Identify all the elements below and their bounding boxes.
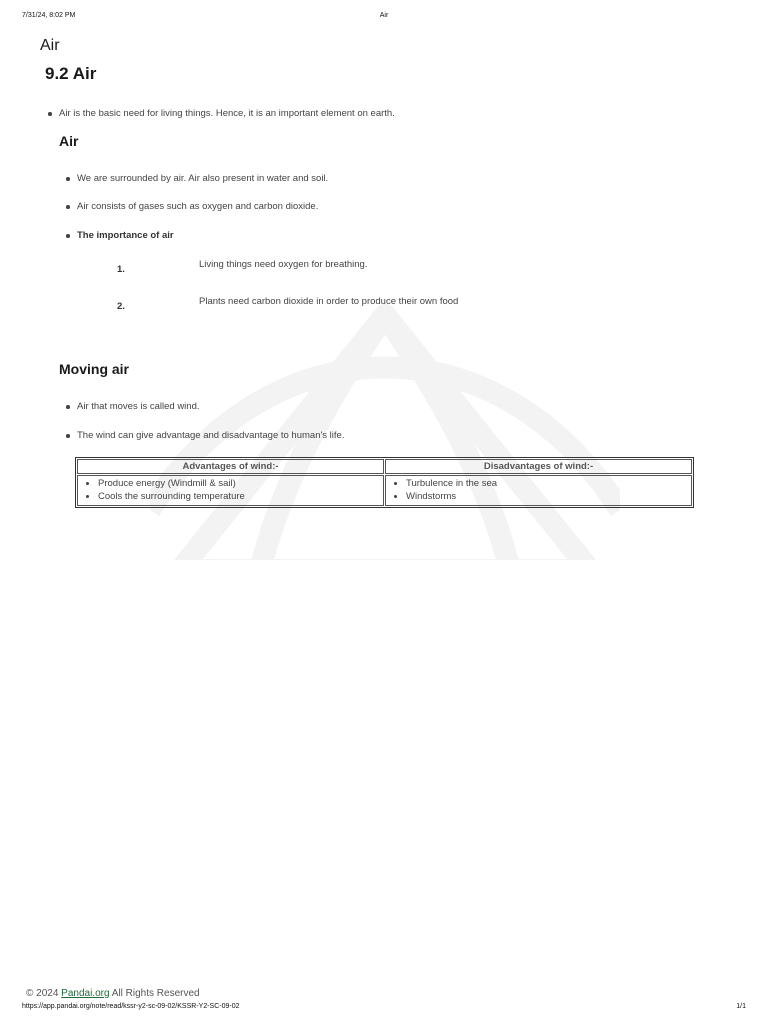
air-bullet-gases: Air consists of gases such as oxygen and carbon dioxide.	[77, 201, 319, 212]
disadvantages-header: Disadvantages of wind:-	[385, 459, 692, 474]
importance-text-2: Plants need carbon dioxide in order to produce their own food	[199, 296, 459, 307]
disadvantages-cell	[385, 475, 692, 506]
section-title: 9.2 Air	[45, 64, 97, 83]
moving-air-bullet-wind: Air that moves is called wind.	[77, 401, 200, 412]
print-url: https://app.pandai.org/note/read/kssr-y2-sc-09-02/KSSR-Y2-SC-09-02	[22, 1003, 240, 1010]
list-item: • Windstorms	[406, 490, 691, 503]
air-bullet-surrounded: We are surrounded by air. Air also present in water and soil.	[77, 173, 329, 184]
advantages-cell	[77, 475, 384, 506]
print-header	[22, 12, 746, 22]
importance-number-2: 2.	[117, 301, 125, 312]
page-number: 1/1	[736, 1003, 746, 1010]
wind-table	[75, 457, 694, 508]
importance-text-1: Living things need oxygen for breathing.	[199, 259, 368, 270]
air-heading: Air	[59, 133, 79, 149]
pandai-link[interactable]: Pandai.org	[61, 988, 110, 999]
print-title: Air	[379, 12, 389, 19]
table-header-row	[77, 459, 692, 474]
copyright-suffix: All Rights Reserved	[109, 988, 200, 999]
air-bullet-importance: The importance of air	[77, 230, 174, 241]
list-item: • Turbulence in the sea	[406, 477, 691, 490]
list-item: • Produce energy (Windmill & sail)	[98, 477, 383, 490]
table-row	[77, 475, 692, 506]
print-footer	[22, 1003, 746, 1013]
moving-air-bullet-advantage: The wind can give advantage and disadvantage to human's life.	[77, 430, 345, 441]
intro-bullet: Air is the basic need for living things. Hence, it is an important element on earth.	[59, 108, 395, 119]
print-date: 7/31/24, 8:02 PM	[22, 12, 76, 19]
importance-number-1: 1.	[117, 264, 125, 275]
list-item: • Cools the surrounding temperature	[98, 490, 383, 503]
document-title: Air	[40, 37, 60, 54]
copyright-footer	[26, 988, 200, 999]
advantages-header: Advantages of wind:-	[77, 459, 384, 474]
moving-air-heading: Moving air	[59, 361, 130, 377]
copyright-prefix: © 2024	[26, 988, 62, 999]
